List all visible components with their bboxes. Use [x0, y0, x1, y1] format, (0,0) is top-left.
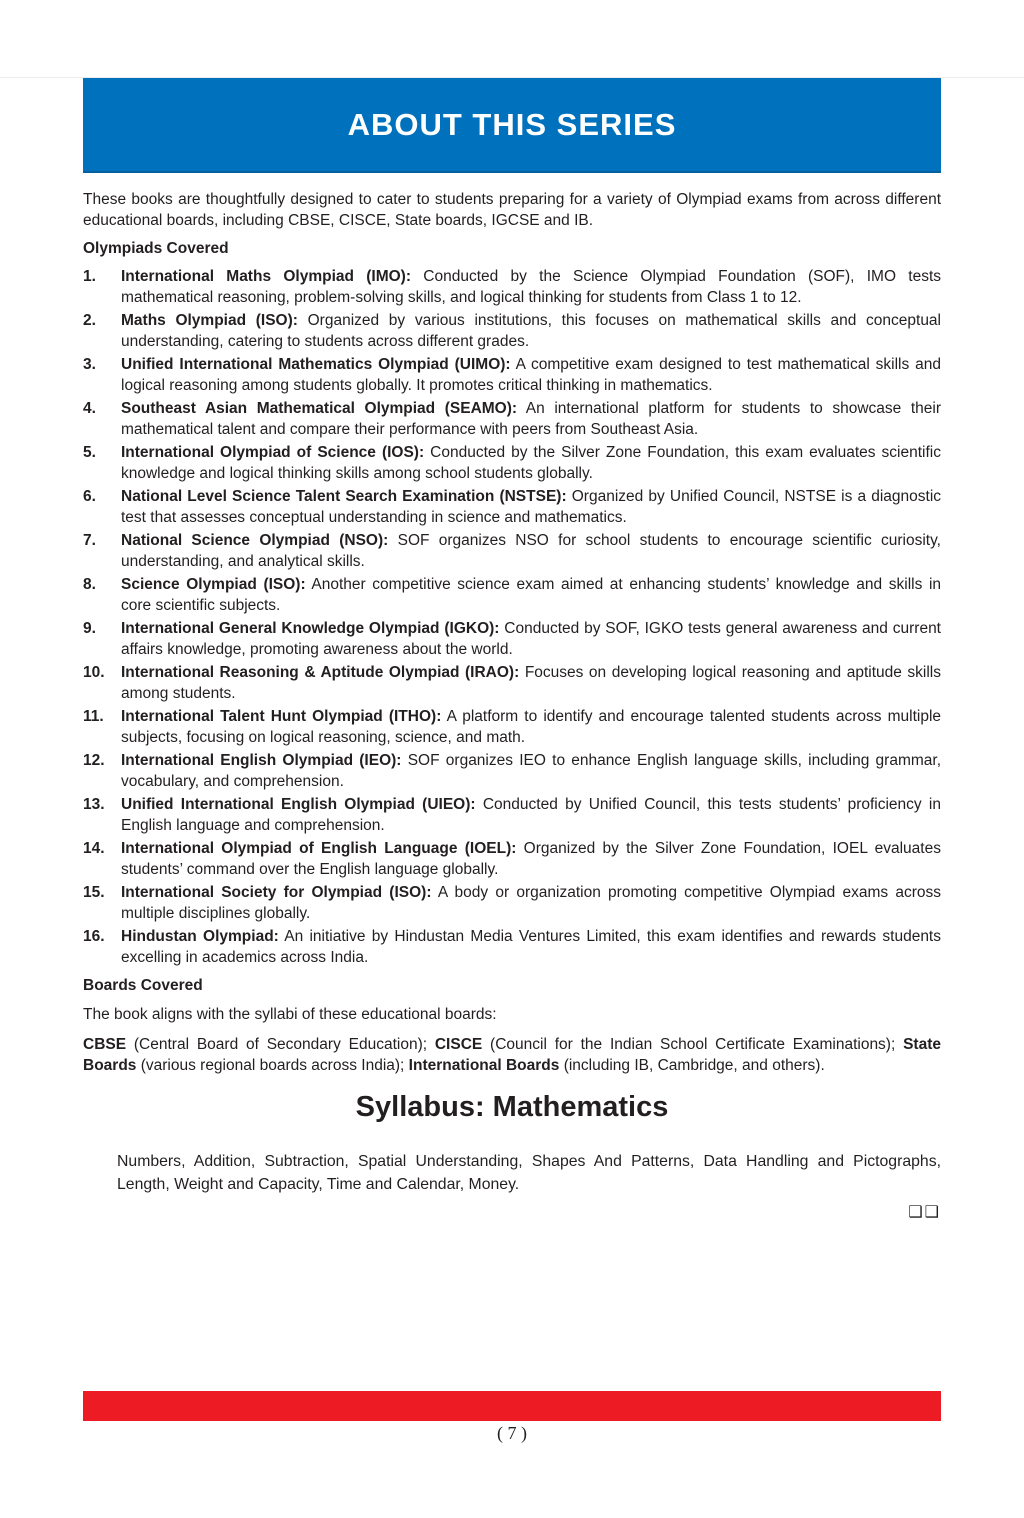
list-item-number: 2. [83, 312, 96, 329]
boards-covered-heading: Boards Covered [83, 977, 203, 994]
olympiad-name: Science Olympiad (ISO): [121, 576, 306, 593]
list-item-number: 11. [83, 708, 104, 725]
boards-intro-paragraph: The book aligns with the syllabi of these educational boards: [83, 1006, 497, 1023]
section-end-squares-icon: ❑❑ [908, 1204, 941, 1221]
board-name-international-boards: International Boards [408, 1057, 560, 1074]
list-item-number: 3. [83, 356, 96, 373]
olympiad-name: Unified International Mathematics Olympiad (UIMO): [121, 356, 511, 373]
list-item-number: 5. [83, 444, 96, 461]
olympiad-description: Conducted by the Silver Zone Foundation, this exam evaluates scientific knowledge and logical thinking skills among school students globally. [121, 444, 941, 482]
olympiad-list-item [83, 530, 941, 572]
olympiads-covered-heading: Olympiads Covered [83, 240, 229, 257]
olympiad-name: International Talent Hunt Olympiad (ITHO): [121, 708, 442, 725]
olympiad-name: International Reasoning & Aptitude Olympiad (IRAO): [121, 664, 520, 681]
title-banner [83, 78, 941, 173]
olympiad-description: Organized by the Silver Zone Foundation, IOEL evaluates students’ command over the English language globally. [121, 840, 941, 878]
list-item-text [121, 926, 941, 968]
list-item-text [121, 574, 941, 616]
board-name-state-boards: State Boards [83, 1036, 941, 1074]
olympiad-description: A body or organization promoting competitive Olympiad exams across multiple disciplines globally. [121, 884, 941, 922]
list-item-number: 7. [83, 532, 96, 549]
olympiad-description: Conducted by the Science Olympiad Foundation (SOF), IMO tests mathematical reasoning, problem-solving skills, and logical thinking for students from Class 1 to 12. [121, 268, 942, 306]
list-item-text [121, 706, 941, 748]
olympiads-list [83, 266, 941, 968]
olympiad-list-item [83, 398, 941, 440]
list-item-number: 8. [83, 576, 96, 593]
olympiad-name: National Science Olympiad (NSO): [121, 532, 389, 549]
list-item-text [121, 398, 941, 440]
list-item-number: 1. [83, 268, 96, 285]
olympiad-list-item [83, 618, 941, 660]
list-item-number: 15. [83, 884, 105, 901]
list-item-text [121, 530, 941, 572]
olympiad-name: International General Knowledge Olympiad (IGKO): [121, 620, 500, 637]
olympiad-list-item [83, 266, 941, 308]
list-item-number: 13. [83, 796, 105, 813]
olympiad-description: Focuses on developing logical reasoning and aptitude skills among students. [121, 664, 941, 702]
list-item-number: 12. [83, 752, 105, 769]
list-item-text [121, 618, 941, 660]
board-desc-cisce: (Council for the Indian School Certificate Examinations); [490, 1036, 896, 1053]
list-item-text [121, 838, 941, 880]
olympiad-description: Another competitive science exam aimed at enhancing students’ knowledge and skills in core scientific subjects. [121, 576, 942, 614]
olympiad-name: International Olympiad of Science (IOS): [121, 444, 425, 461]
olympiad-name: Unified International English Olympiad (UIEO): [121, 796, 476, 813]
list-item-number: 6. [83, 488, 96, 505]
olympiad-list-item [83, 486, 941, 528]
board-desc-state-boards: (various regional boards across India); [140, 1057, 405, 1074]
list-item-text [121, 310, 941, 352]
olympiad-list-item [83, 838, 941, 880]
list-item-text [121, 442, 941, 484]
olympiad-list-item [83, 310, 941, 352]
list-item-number: 9. [83, 620, 96, 637]
board-name-cisce: CISCE [434, 1036, 483, 1053]
olympiad-description: SOF organizes IEO to enhance English language skills, including grammar, vocabulary, and comprehension. [121, 752, 942, 790]
olympiad-list-item [83, 442, 941, 484]
page-title: ABOUT THIS SERIES [347, 106, 677, 142]
list-item-text [121, 662, 941, 704]
olympiad-list-item [83, 574, 941, 616]
olympiad-name: International Olympiad of English Language (IOEL): [121, 840, 517, 857]
olympiad-list-item [83, 882, 941, 924]
olympiad-name: Southeast Asian Mathematical Olympiad (SEAMO): [121, 400, 518, 417]
list-item-number: 16. [83, 928, 105, 945]
page-number: ( 7 ) [497, 1423, 527, 1443]
intro-paragraph: These books are thoughtfully designed to cater to students preparing for a variety of Olympiad exams from across different educational boards, including CBSE, CISCE, State boards, IGCSE and IB. [83, 191, 941, 229]
list-item-number: 14. [83, 840, 105, 857]
olympiad-name: Hindustan Olympiad: [121, 928, 279, 945]
olympiad-list-item [83, 662, 941, 704]
board-desc-cbse: (Central Board of Secondary Education); [133, 1036, 428, 1053]
olympiad-list-item [83, 926, 941, 968]
olympiad-description: A platform to identify and encourage talented students across multiple subjects, focusing on logical reasoning, science, and math. [121, 708, 942, 746]
olympiad-description: SOF organizes NSO for school students to encourage scientific curiosity, understanding, and analytical skills. [121, 532, 941, 570]
olympiad-description: Organized by Unified Council, NSTSE is a diagnostic test that assesses conceptual understanding in science and mathematics. [121, 488, 942, 526]
olympiad-list-item [83, 354, 941, 396]
syllabus-paragraph: Numbers, Addition, Subtraction, Spatial Understanding, Shapes And Patterns, Data Handling and Pictographs, Length, Weight and Capacity, Time and Calendar, Money. [117, 1153, 941, 1193]
olympiad-description: An international platform for students to showcase their mathematical talent and compare their performance with peers from Southeast Asia. [121, 400, 941, 438]
book-page [0, 78, 1024, 1518]
list-item-number: 10. [83, 664, 105, 681]
olympiad-description: Conducted by Unified Council, this tests students’ proficiency in English language and comprehension. [121, 796, 941, 834]
olympiad-name: International Society for Olympiad (ISO): [121, 884, 432, 901]
list-item-text [121, 750, 941, 792]
olympiad-description: Organized by various institutions, this focuses on mathematical skills and conceptual understanding, catering to students across different grades. [121, 312, 941, 350]
boards-detail-paragraph [83, 1034, 941, 1076]
board-name-cbse: CBSE [83, 1036, 127, 1053]
olympiad-name: Maths Olympiad (ISO): [121, 312, 298, 329]
olympiad-description: A competitive exam designed to test mathematical skills and logical reasoning among students globally. It promotes critical thinking in mathematics. [121, 356, 941, 394]
footer-red-bar [83, 1391, 941, 1421]
olympiad-description: Conducted by SOF, IGKO tests general awareness and current affairs knowledge, promoting awareness about the world. [121, 620, 941, 658]
olympiad-list-item [83, 750, 941, 792]
olympiad-list-item [83, 706, 941, 748]
list-item-text [121, 266, 941, 308]
board-desc-international-boards: (including IB, Cambridge, and others). [563, 1057, 825, 1074]
syllabus-heading: Syllabus: Mathematics [355, 1091, 669, 1123]
list-item-text [121, 486, 941, 528]
olympiad-name: National Level Science Talent Search Examination (NSTSE): [121, 488, 567, 505]
olympiad-list-item [83, 794, 941, 836]
olympiad-name: International Maths Olympiad (IMO): [121, 268, 411, 285]
list-item-text [121, 794, 941, 836]
list-item-text [121, 882, 941, 924]
olympiad-name: International English Olympiad (IEO): [121, 752, 402, 769]
list-item-number: 4. [83, 400, 96, 417]
list-item-text [121, 354, 941, 396]
olympiad-description: An initiative by Hindustan Media Ventures Limited, this exam identifies and rewards students excelling in academics across India. [121, 928, 941, 966]
